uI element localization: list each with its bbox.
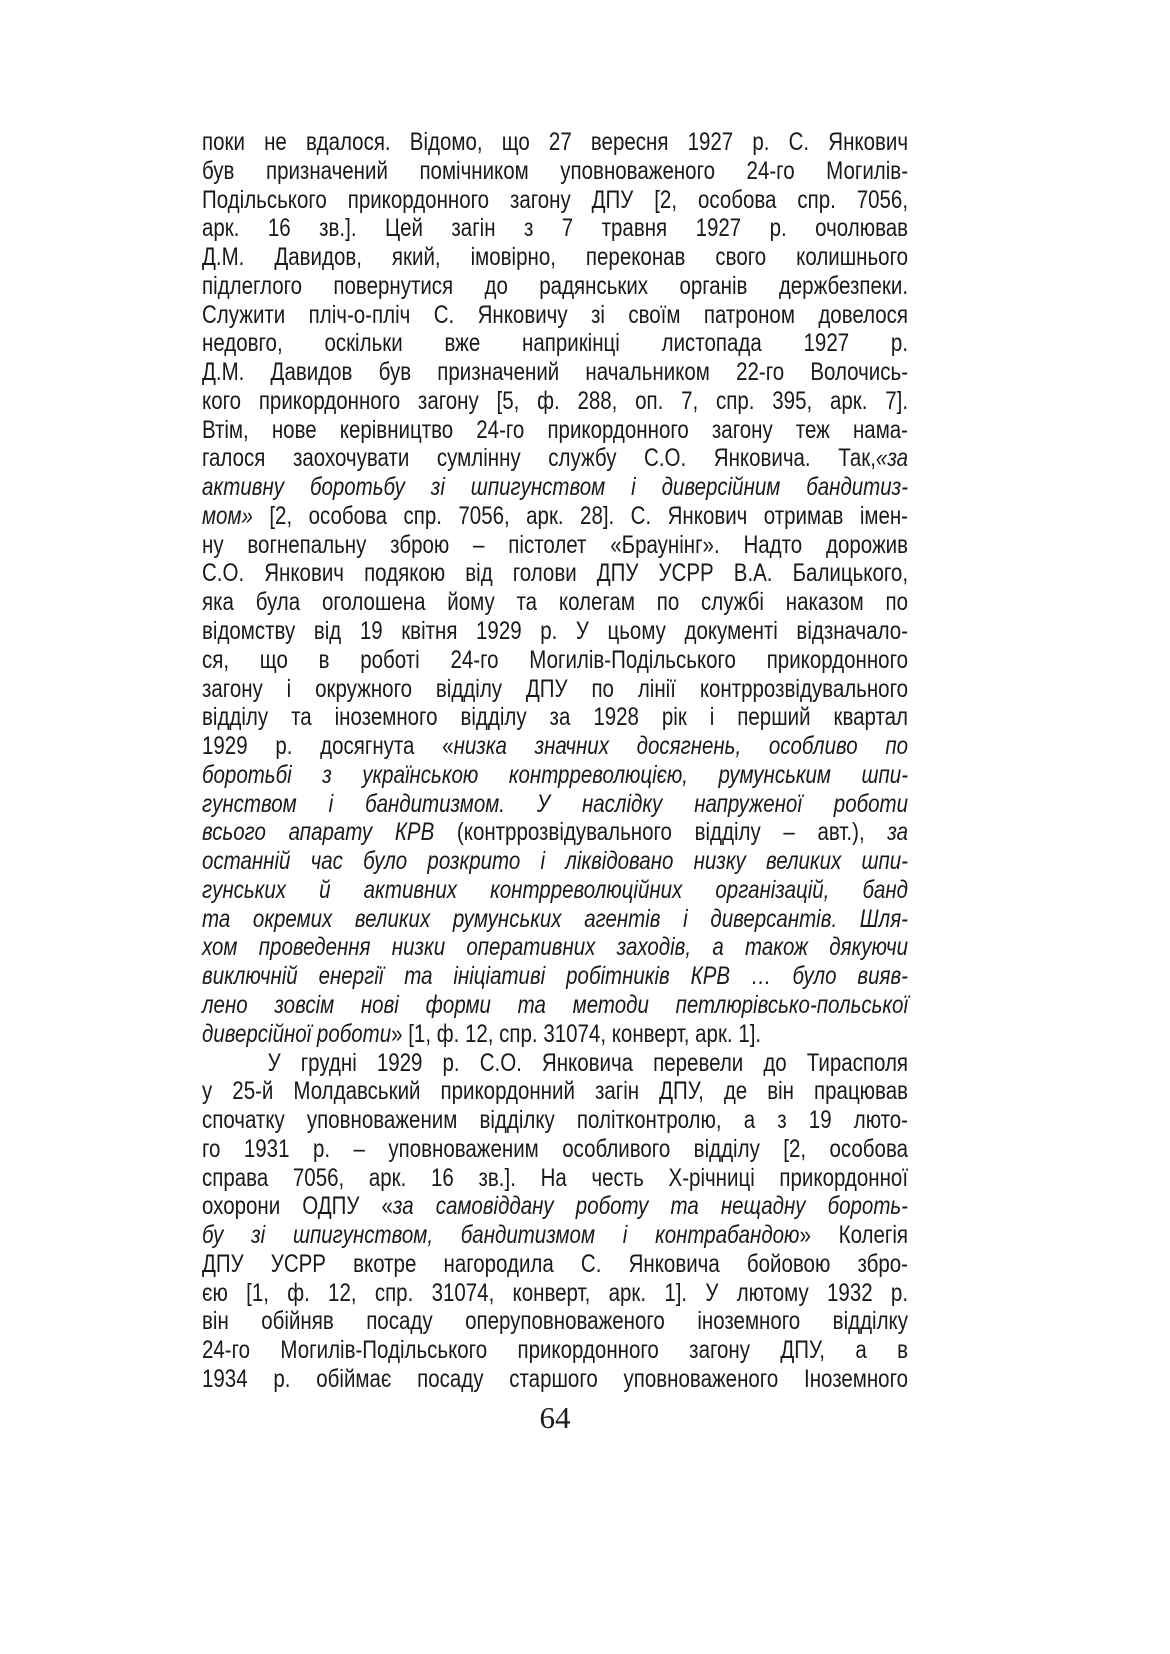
text-line xyxy=(202,157,908,186)
text-segment: спочатку уповноваженим відділку політконтролю, а з 19 люто- xyxy=(202,1106,909,1135)
text-segment: ну вогнепальну зброю – пістолет «Браунінг». Надто дорожив xyxy=(202,530,909,559)
italic-quote-segment: мом» xyxy=(202,501,253,530)
text-line xyxy=(202,1250,908,1279)
text-line xyxy=(202,703,908,732)
text-segment: арк. 16 зв.]. Цей загін з 7 травня 1927 р. очолював xyxy=(202,214,909,243)
text-segment: У грудні 1929 р. С.О. Янковича перевели до Тирасполя xyxy=(267,1048,909,1077)
text-segment: » [1, ф. 12, спр. 31074, конверт, арк. 1]. xyxy=(391,1019,762,1048)
text-line xyxy=(202,214,908,243)
text-line xyxy=(202,675,908,704)
italic-quote-segment: останній час було розкрито і ліквідовано низку великих шпи- xyxy=(202,847,909,876)
text-line xyxy=(202,1336,908,1365)
text-line xyxy=(202,444,908,473)
text-line xyxy=(202,1020,908,1049)
text-segment: загону і окружного відділу ДПУ по лінії контррозвідувального xyxy=(202,674,909,703)
italic-quote-segment: за xyxy=(887,818,909,847)
page-number: 64 xyxy=(539,1400,571,1435)
text-line xyxy=(202,876,908,905)
text-segment: 24-го Могилів-Подільського прикордонного загону ДПУ, а в xyxy=(202,1336,909,1365)
text-segment: недовго, оскільки вже наприкінці листопада 1927 р. xyxy=(202,329,909,358)
italic-quote-segment: за самовіддану роботу та нещадну бороть- xyxy=(392,1192,909,1221)
text-line xyxy=(202,128,908,157)
italic-quote-segment: лено зовсім нові форми та методи петлюрівсько-польської xyxy=(202,990,909,1019)
text-line xyxy=(202,387,908,416)
text-line xyxy=(202,243,908,272)
text-segment: [2, особова спр. 7056, арк. 28]. С. Янкович отримав імен- xyxy=(252,501,909,530)
italic-quote-segment: гунських й активних контрреволюційних організацій, банд xyxy=(202,875,909,904)
text-segment: охорони ОДПУ « xyxy=(202,1192,393,1221)
text-segment: відомству від 19 квітня 1929 р. У цьому документі відзначало- xyxy=(202,617,909,646)
text-segment: у 25-й Молдавський прикордонний загін ДПУ, де він працював xyxy=(202,1077,909,1106)
text-segment: справа 7056, арк. 16 зв.]. На честь Х-річниці прикордонної xyxy=(202,1163,909,1192)
text-segment: Втім, нове керівництво 24-го прикордонного загону теж нама- xyxy=(202,415,909,444)
text-segment: Служити пліч-о-пліч С. Янковичу зі своїм патроном довелося xyxy=(202,300,909,329)
text-segment: кого прикордонного загону [5, ф. 288, оп. 7, спр. 395, арк. 7]. xyxy=(202,386,909,415)
italic-quote-segment: боротьбі з українською контрреволюцією, румунським шпи- xyxy=(202,760,909,789)
text-line xyxy=(202,1135,908,1164)
text-line xyxy=(202,1077,908,1106)
text-line xyxy=(202,732,908,761)
text-line xyxy=(202,473,908,502)
text-segment: відділу та іноземного відділу за 1928 рік і перший квартал xyxy=(202,703,909,732)
text-line xyxy=(202,1049,908,1078)
italic-quote-segment: «за xyxy=(875,444,909,473)
text-line xyxy=(202,1279,908,1308)
text-line xyxy=(202,1365,908,1394)
text-segment: єю [1, ф. 12, спр. 31074, конверт, арк. 1]. У лютому 1932 р. xyxy=(202,1278,909,1307)
italic-quote-segment: активну боротьбу зі шпигунством і диверсійним бандитиз- xyxy=(202,473,909,502)
text-segment: ся, що в роботі 24-го Могилів-Подільського прикордонного xyxy=(202,645,909,674)
text-line xyxy=(202,329,908,358)
text-segment: 1934 р. обіймає посаду старшого уповноваженого Іноземного xyxy=(202,1364,909,1393)
italic-quote-segment: хом проведення низки оперативних заходів, а також дякуючи xyxy=(202,933,909,962)
text-segment: 1929 р. досягнута « xyxy=(202,732,454,761)
text-line xyxy=(202,1192,908,1221)
text-segment: підлеглого повернутися до радянських органів держбезпеки. xyxy=(202,271,909,300)
text-line xyxy=(202,818,908,847)
text-line xyxy=(202,531,908,560)
text-line xyxy=(202,272,908,301)
body-text xyxy=(202,128,908,1394)
text-segment: Д.М. Давидов, який, імовірно, переконав свого колишнього xyxy=(202,243,909,272)
text-line xyxy=(202,617,908,646)
text-segment: (контррозвідувального відділу – авт.), xyxy=(434,818,888,847)
text-line xyxy=(202,1221,908,1250)
text-line xyxy=(202,962,908,991)
text-segment: галося заохочувати сумлінну службу С.О. Янковича. Так, xyxy=(202,444,876,473)
text-line xyxy=(202,588,908,617)
text-line xyxy=(202,991,908,1020)
text-line xyxy=(202,1307,908,1336)
text-segment: » Колегія xyxy=(799,1221,909,1250)
italic-quote-segment: гунством і бандитизмом. У наслідку напруженої роботи xyxy=(202,789,909,818)
italic-quote-segment: диверсійної роботи xyxy=(202,1019,392,1048)
italic-quote-segment: всього апарату КРВ xyxy=(202,818,435,847)
text-line xyxy=(202,559,908,588)
text-segment: він обійняв посаду оперуповноваженого іноземного відділку xyxy=(202,1307,909,1336)
text-line xyxy=(202,358,908,387)
text-line xyxy=(202,186,908,215)
text-line xyxy=(202,847,908,876)
text-segment: Подільського прикордонного загону ДПУ [2, особова спр. 7056, xyxy=(202,185,909,214)
text-line xyxy=(202,502,908,531)
text-segment: поки не вдалося. Відомо, що 27 вересня 1927 р. С. Янкович xyxy=(202,128,909,156)
italic-quote-segment: та окремих великих румунських агентів і диверсантів. Шля- xyxy=(202,904,909,933)
text-line xyxy=(202,646,908,675)
italic-quote-segment: бу зі шпигунством, бандитизмом і контрабандою xyxy=(202,1221,800,1250)
text-segment: яка була оголошена йому та колегам по службі наказом по xyxy=(202,588,909,617)
italic-quote-segment: виключній енергії та ініціативі робітників КРВ … було вияв- xyxy=(202,962,909,991)
italic-quote-segment: низка значних досягнень, особливо по xyxy=(453,732,909,761)
text-segment: Д.М. Давидов був призначений начальником 22-го Волочись- xyxy=(202,358,909,387)
text-line xyxy=(202,416,908,445)
text-segment: С.О. Янкович подякою від голови ДПУ УСРР В.А. Балицького, xyxy=(202,559,909,588)
text-line xyxy=(202,761,908,790)
text-segment: го 1931 р. – уповноваженим особливого відділу [2, особова xyxy=(202,1134,909,1163)
text-line xyxy=(202,933,908,962)
text-line xyxy=(202,1164,908,1193)
text-line xyxy=(202,905,908,934)
text-segment: був призначений помічником уповноваженого 24-го Могилів- xyxy=(202,156,909,185)
text-line xyxy=(202,1106,908,1135)
text-line xyxy=(202,301,908,330)
text-segment: ДПУ УСРР вкотре нагородила С. Янковича бойовою збро- xyxy=(202,1249,909,1278)
text-line xyxy=(202,790,908,819)
